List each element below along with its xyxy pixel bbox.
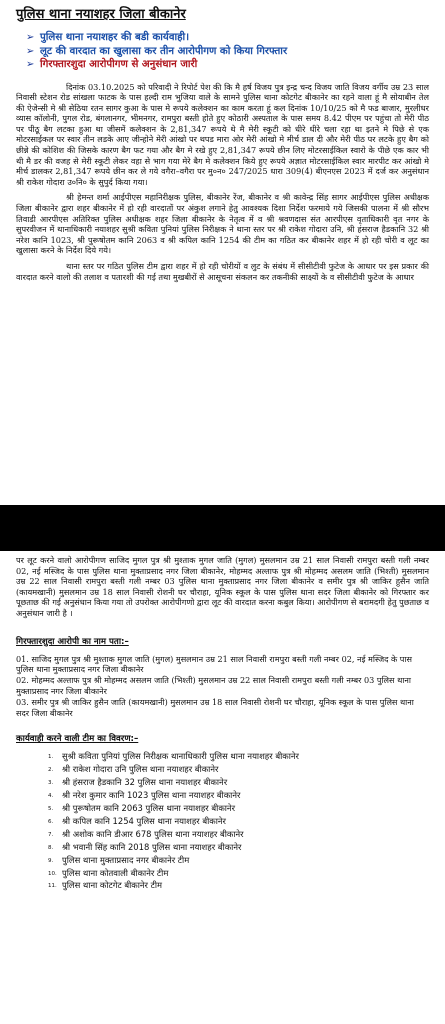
team-number: 6. — [48, 818, 54, 825]
team-member-text: श्री नरेश कुमार कानि 1023 पुलिस थाना नयाशहर बीकानेर — [62, 790, 241, 801]
team-member-text: श्री पुरूषोतम कानि 2063 पुलिस थाना नयाशहर बीकानेर — [62, 802, 235, 813]
team-member — [48, 855, 435, 868]
team-number: 8. — [48, 844, 54, 851]
page-title: पुलिस थाना नयाशहर जिला बीकानेर — [16, 7, 186, 22]
team-member — [48, 842, 435, 855]
highlight-text: लूट की वारदात का खुलासा कर तीन आरोपीगण को किया गिरफ्तार — [40, 45, 288, 57]
team-number: 9. — [48, 857, 54, 864]
team-member — [48, 777, 435, 790]
team-member-text: पुलिस थाना कोटगेट बीकानेर टीम — [62, 880, 163, 891]
team-member-text: पुलिस थाना मुक्ताप्रसाद नगर बीकानेर टीम — [62, 854, 190, 865]
team-number: 2. — [48, 767, 54, 774]
team-member-text: पुलिस थाना कोतवाली बीकानेर टीम — [62, 867, 169, 878]
arrow-bullet-icon: ➢ — [26, 59, 35, 70]
highlight-item — [26, 46, 435, 59]
highlight-item — [26, 32, 435, 45]
press-note-page-1 — [0, 0, 445, 505]
investigation-paragraph: थाना स्तर पर गठित पुलिस टीम द्वारा शहर में हो रही चोरीयों व लुट के संबंध में सीसीटीवी फुटेज के आधार पर इस प्रकार की वारदात करने वालो की तलाश व पतारशी की गई तथा मुखबीरों से आसूचना संकलन कर तकनीकी साक्ष्यों के व सीसीटीवी फुटेज के आधार — [16, 261, 429, 282]
team-member-text: श्री राकेश गोदारा उनि पुलिस थाना नयाशहर बीकानेर — [62, 764, 219, 775]
team-number: 3. — [48, 780, 54, 787]
team-member-text: श्री हंसराज हैडकानि 32 पुलिस थाना नयाशहर बीकानेर — [62, 777, 228, 788]
team-member-text: सुश्री कविता पुनियां पुलिस निरीक्षक थानाधिकारी पुलिस थाना नयाशहर बीकानेर — [62, 751, 299, 762]
page-divider — [0, 505, 445, 551]
arrow-bullet-icon: ➢ — [26, 32, 35, 43]
accused-item: 02. मोहम्मद अल्ताफ पुत्र श्री मोहम्मद असलम जाति (भिश्ती) मुसलमान उम्र 22 साल निवासी रामपुरा बस्ती गली नम्बर 03 पुलिस थाना मुक्ताप्रसाद नगर जिला बीकानेर — [16, 675, 411, 696]
team-number: 7. — [48, 831, 54, 838]
team-member-text: श्री कपिल कानि 1254 पुलिस थाना नयाशहर बीकानेर — [62, 815, 226, 826]
team-number: 10. — [48, 870, 57, 877]
report-paragraph: दिनांक 03.10.2025 को परिवादी ने रिपोर्ट पेश की कि मै हर्ष विजय पुत्र इन्द्र चन्द विजय जाति विजय वर्गीय उम्र 23 साल निवासी स्टेशन रोड सांखला फाटक के पास हल्दी राम भुजिया वाले के सामने पुलिस थाना कोटगेट बीकानेर का रहने वाला हूं मै सोयाबीन तेल की ऐजेन्सी मे श्री सेठिया रतन सागर कुआ के पास मे रूपये कलेक्शन का काम करता हूं कल दिनांक 10/10/25 को मै फड बाजार, मुरलीधर व्यास कॉलोनी, पुगल रोड, बंगलानगर, भीमनगर, रामपुरा बस्ती होते हुए कोठारी अस्पताल के पास समय 8.42 पीएम पर पहुंचा तो मेरी पीठ पर पीठू बैग लटका हुआ था जीसमें कलेक्शन के 2,81,347 रूपये थे मै मेरी स्कूटी को धीरे धीरे चला रहा था इतने मे पिछे से एक मोटरसाईकल पर स्वार तीन लडके आए जीन्होने मेरी आंखो पर थपड मारा ओर मेरी आंखो मे मीर्च डाल दी और मेरी पीठ पर लटके हुए बैग को छीन्ने की कोशिश की जिसके कारण बैग फट गया और बैग मे रखे हुए 2,81,347 रूपये छीन लिए मोटरसाईकिल स्वारो के पीछे एक कार भी थी मै डर की वजह से मेरी स्कूटी लेकर वहा से भाग गया मेरे बैग मे कलेक्शन किये हुए रूपये अज्ञात मोटरसाईकिल स्वार मारपीट कर आंखो मे मीर्च डालकर 2,81,347 रूपये छीन कर ले गये वगैरा–वगैरा पर मु०न० 247/2025 धारा 309(4) बीएनएस 2023 में दर्ज कर अनुसंधान श्री राकेश गोदारा उ०नि० के सुपुर्द किया गया। — [16, 81, 429, 187]
highlight-text: गिरफ्तारशुदा आरोपीगण से अनुसंधान जारी — [40, 59, 198, 70]
team-member — [48, 880, 435, 893]
accused-item: 01. साजिद मुगल पुत्र श्री मुश्ताक मुगल जाति (मुगल) मुसलमान उम्र 21 साल निवासी रामपुरा बस्ती गली नम्बर 02, नई मस्जिद के पास पुलिस थाना मुक्ताप्रसाद नगर जिला बीकानेर — [16, 653, 412, 675]
team-member — [48, 803, 435, 816]
arrest-paragraph: पर लूट करने वालो आरोपीगण साजिद मुगल पुत्र श्री मुश्ताक मुगल जाति (मुगल) मुसलमान उम्र 21 साल निवासी रामपुरा बस्ती गली नम्बर 02, नई मस्जिद के पास पुलिस थाना मुक्ताप्रसाद नगर जिला बीकानेर, मोहम्मद अल्ताफ पुत्र श्री मोहम्मद असलम जाति (भिश्ती) मुसलमान उम्र 22 साल निवासी रामपुरा बस्ती गली नम्बर 03 पुलिस थाना मुक्ताप्रसाद नगर जिला बीकानेर व समीर पुत्र श्री जाकिर हुसैन जाति (कायमखानी) मुसलमान उम्र 18 साल निवासी रोशनी घर चौराहा, यूनिक स्कूल के पास पुलिस थाना सदर जिला बीकानेर को गिरफ्तार कर पूछताछ की गई अनुसंधान किया गया तो उपरोक्त आरोपीगणो द्वारा लूट की वारदात करना कबुल किया। आरोपीगण से बरामदगी हेतु पुछताछ व अनुसंधान जारी है । — [16, 555, 429, 618]
press-note-page-2 — [0, 551, 445, 1024]
team-member-text: श्री अशोक कानि डीआर 678 पुलिस थाना नयाशहर बीकानेर — [62, 828, 244, 839]
highlight-text: पुलिस थाना नयाशहर की बडी कार्यवाही। — [40, 32, 190, 43]
accused-item: 03. समीर पुत्र श्री जाकिर हुसैन जाति (कायमखानी) मुसलमान उम्र 18 साल निवासी रोशनी घर चौराहा, यूनिक स्कूल के पास पुलिस थाना सदर जिला बीकानेर — [16, 696, 414, 718]
team-number: 11. — [48, 883, 57, 890]
team-member — [48, 816, 435, 829]
team-number: 4. — [48, 793, 54, 800]
accused-heading: गिरफ्तारशुदा आरोपी का नाम पता:– — [16, 636, 129, 647]
team-member — [48, 829, 435, 842]
direction-paragraph: श्री हेमन्त शर्मा आईपीएस महानिरीक्षक पुलिस, बीकानेर रेंज, बीकानेर व श्री कावेन्द्र सिंह सागर आईपीएस पुलिस अधीक्षक जिला बीकानेर द्वारा शहर बीकानेर में हो रही वारदातों पर अंकुश लगाने हेतु आवश्यक दिशा निर्देश फरमाये गये जिसकी पालना में श्री सौरभ तिवाडी आरपीएस अतिरिक्त पुलिस अधीक्षक शहर जिला बीकानेर के नेतृत्व में व श्री श्रवणदास संत आरपीएस वृताधिकारी वृत नगर के सुपरवीजन में थानाधिकारी नयाशहर सुश्री कविता पुनियां पुलिस निरीक्षक ने थाना स्तर पर श्री राकेश गोदारा उनि, श्री हंसराज हैडकानि 32 श्री नरेश कानि 1023, श्री पुरूषोतम कानि 2063 व श्री कपिल कानि 1254 की टीम का गठित कर बीकानेर शहर में हो रही चोरी व लूट का खुलासा करने के निर्देश दिये गये। — [16, 192, 429, 256]
team-member — [48, 751, 435, 764]
team-member — [48, 790, 435, 803]
team-number: 5. — [48, 805, 54, 812]
highlight-item — [26, 59, 435, 72]
team-member-text: श्री भवानी सिंह कानि 2018 पुलिस थाना नयाशहर बीकानेर — [62, 841, 242, 852]
accused-list — [10, 654, 435, 719]
team-list — [10, 751, 435, 893]
team-member — [48, 868, 435, 881]
team-member — [48, 764, 435, 777]
arrow-bullet-icon: ➢ — [26, 45, 35, 57]
team-heading: कार्यवाही करने वाली टीम का विवरण:– — [16, 734, 139, 745]
highlight-list — [10, 32, 435, 72]
team-number: 1. — [48, 754, 54, 761]
